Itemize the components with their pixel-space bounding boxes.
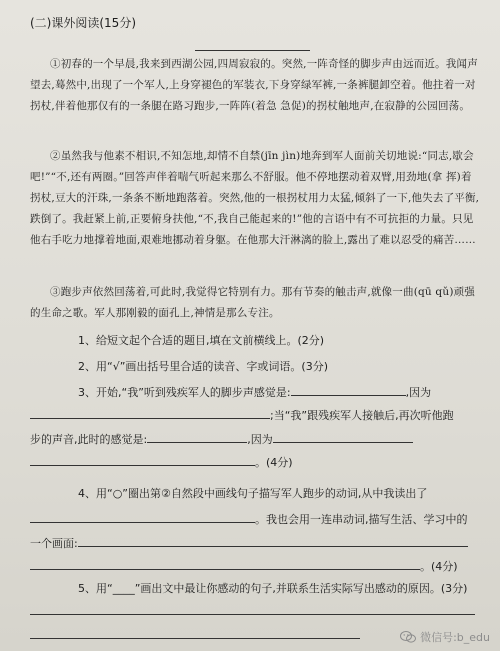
answer-blank-3a[interactable] [291, 381, 406, 396]
question-5: 5、用“____”画出文中最让你感动的句子,并联系生活实际写出感动的原因。(3分) [78, 582, 468, 595]
question-3-line-1 [78, 381, 488, 404]
paragraph-2: ②虽然我与他素不相识,不知怎地,却情不自禁(jīn jìn)地奔到军人面前关切地说:“同志,歇会吧!”“不,还有两圈。”回答声伴着喘气听起来那么不舒服。他不停地摆动着双臂,用劲地(拿 挥)着拐杖,豆大的汗珠,一条条不断地跑落着。突然,他的一根拐杖用力太猛,倾斜了一下,他失去了平衡,跌倒了。我赶紧上前,正要俯身扶他,“不,我自己能起来的!”他的言语中有不可抗拒的力量。只见他右手吃力地撑着地面,艰难地挪动着身躯。在他那大汗淋漓的脸上,露出了难以忍受的痛苦…… [30, 150, 480, 246]
question-1: 1、给短文起个合适的题目,填在文前横线上。(2分) [78, 334, 325, 347]
question-4-score: 。(4分) [420, 560, 458, 573]
question-3-contact: ;当“我”跟残疾军人接触后,再次听他跑 [270, 409, 454, 422]
answer-blank-3e[interactable] [30, 451, 255, 466]
answer-blank-3d[interactable] [273, 428, 413, 443]
answer-blank-3b[interactable] [30, 404, 270, 419]
answer-line-5a[interactable] [30, 614, 475, 615]
watermark-text: 微信号:b_edu [420, 631, 490, 644]
question-3-score: 。(4分) [255, 456, 293, 469]
question-3-line-4 [30, 451, 490, 474]
paragraph-3: ③跑步声依然回荡着,可此时,我觉得它特别有力。那有节奏的触击声,就像一曲(qū qǔ)顽强的生命之歌。军人那刚毅的面孔上,神情是那么专注。 [30, 286, 476, 319]
wechat-icon [400, 630, 416, 644]
answer-blank-4c[interactable] [30, 555, 420, 570]
section-heading: (二)课外阅读(15分) [30, 16, 136, 30]
question-4-verbs: 。我也会用一连串动词,描写生活、学习中的 [255, 513, 468, 526]
answer-blank-4b[interactable] [78, 532, 468, 547]
watermark [400, 629, 490, 645]
question-3-line-2 [30, 404, 490, 427]
question-3-because-2: ,因为 [247, 433, 273, 446]
question-3-line-3 [30, 428, 490, 451]
question-3-prompt: 3、开始,“我”听到残疾军人的脚步声感觉是: [78, 386, 291, 399]
question-4-line-2 [30, 508, 490, 531]
question-3-feel: 步的声音,此时的感觉是: [30, 433, 148, 446]
answer-line-5b[interactable] [30, 638, 360, 639]
question-4-line-4 [30, 555, 490, 578]
answer-blank-4a[interactable] [30, 508, 255, 523]
title-blank-line[interactable] [195, 50, 310, 51]
question-4-scene: 一个画面: [30, 537, 78, 550]
answer-blank-3c[interactable] [147, 428, 247, 443]
question-3-because-1: ,因为 [405, 386, 432, 399]
question-2: 2、用“√”画出括号里合适的读音、字或词语。(3分) [78, 360, 328, 373]
question-4-line-3 [30, 532, 490, 555]
paragraph-1: ①初春的一个早晨,我来到西湖公园,四周寂寂的。突然,一阵奇怪的脚步声由远而近。我闻声望去,蓦然中,出现了一个军人,上身穿褪色的军装衣,下身穿绿军裤,一条裤腿卸空着。他拄着一对拐杖,伴着他那仅有的一条腿在路习跑步,一阵阵(着急 急促)的拐杖触地声,在寂静的公园回荡。 [30, 58, 478, 112]
question-4-line-1: 4、用“○”圈出第②自然段中画线句子描写军人跑步的动词,从中我读出了 [78, 487, 428, 500]
